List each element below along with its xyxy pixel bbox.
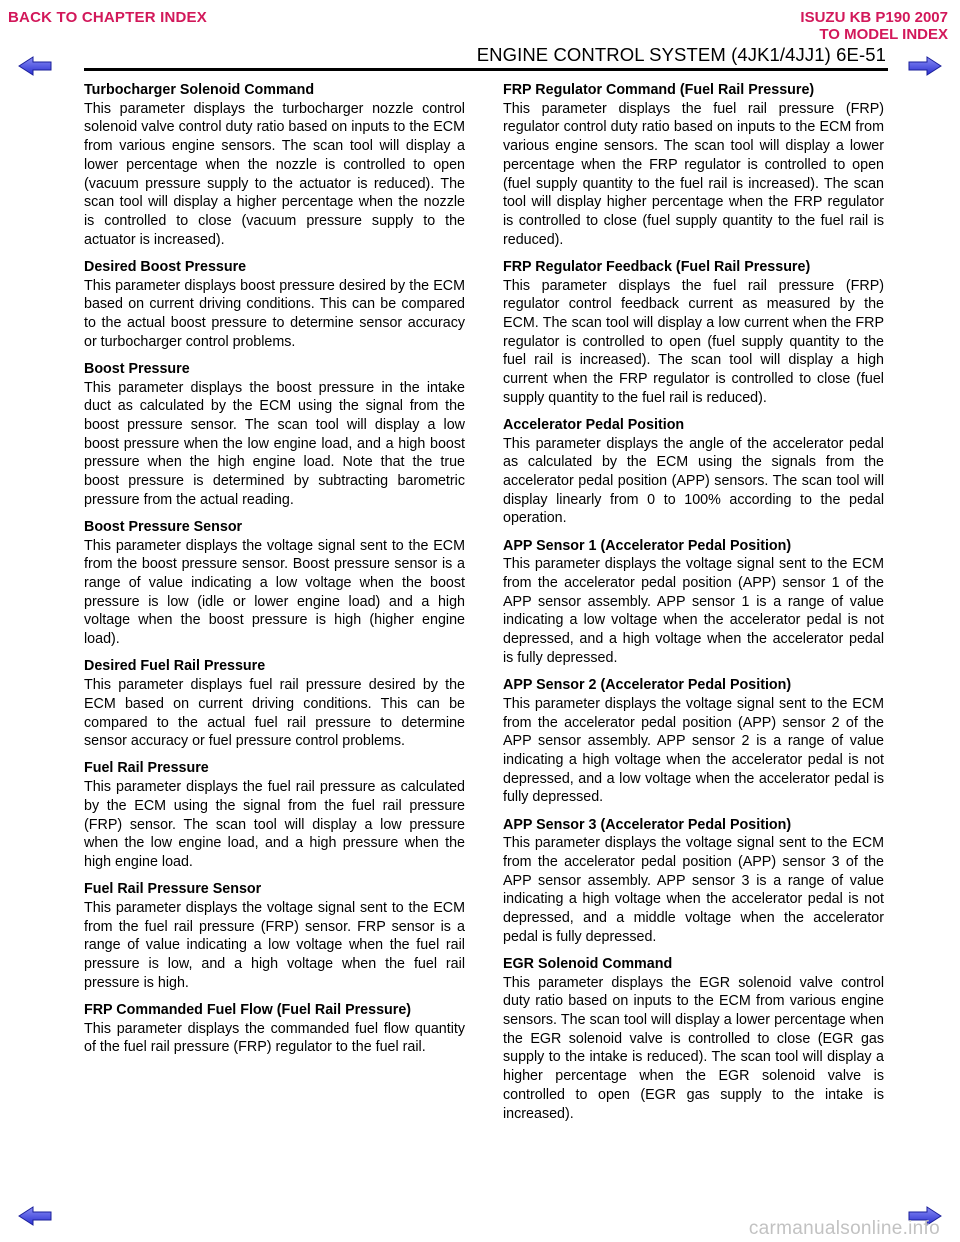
model-name-label: ISUZU KB P190 2007 <box>800 9 948 26</box>
parameter-heading: FRP Regulator Feedback (Fuel Rail Pressure) <box>503 258 811 275</box>
parameter-heading: FRP Commanded Fuel Flow (Fuel Rail Pressure) <box>84 1001 412 1018</box>
parameter-heading: Fuel Rail Pressure Sensor <box>84 881 262 898</box>
parameter-section <box>84 880 465 992</box>
parameter-section <box>503 955 884 1123</box>
previous-page-arrow-icon[interactable] <box>18 55 52 77</box>
parameter-section <box>84 518 465 649</box>
parameter-heading: Fuel Rail Pressure <box>84 760 209 777</box>
parameter-section <box>503 816 884 947</box>
site-watermark: carmanualsonline.info <box>748 1218 940 1239</box>
left-column <box>84 81 465 1065</box>
previous-page-arrow-icon[interactable] <box>18 1205 52 1227</box>
parameter-section <box>84 1001 465 1057</box>
parameter-description: This parameter displays the turbocharger nozzle control solenoid valve control duty ratio based on inputs to the ECM from various engine sensors. The scan tool will display a lower percentage when the nozzle is controlled to open (vacuum pressure supply to the actuator is reduced). The scan tool will display a higher percentage when the nozzle is controlled to close (vacuum pressure supply to the actuator is increased). <box>84 100 465 248</box>
parameter-description: This parameter displays the voltage signal sent to the ECM from the fuel rail pressure (FRP) sensor. FRP sensor is a range of value indicating a low voltage when the fuel rail pressure is low, and a high voltage when the fuel rail pressure is high. <box>84 899 465 991</box>
parameter-heading: Boost Pressure <box>84 360 190 377</box>
back-to-chapter-index-link[interactable]: BACK TO CHAPTER INDEX <box>8 9 207 26</box>
parameter-section <box>84 759 465 871</box>
parameter-section <box>84 258 465 352</box>
parameter-section <box>503 416 884 528</box>
parameter-heading: EGR Solenoid Command <box>503 955 673 972</box>
parameter-heading: FRP Regulator Command (Fuel Rail Pressure) <box>503 82 815 98</box>
parameter-heading: Desired Boost Pressure <box>84 258 247 275</box>
parameter-description: This parameter displays the EGR solenoid valve control duty ratio based on inputs to the ECM from various engine sensors. The scan tool will display a lower percentage when the EGR solenoid valve is controlled to close (EGR gas supply to the intake is reduced). The scan tool will display a higher percentage when the EGR solenoid valve is controlled to open (EGR gas supply to the intake is increased). <box>503 974 884 1122</box>
parameter-description: This parameter displays the fuel rail pressure (FRP) regulator control duty ratio based on inputs to the ECM from various engine sensors. The scan tool will display a lower percentage when the FRP regulator is controlled to open (fuel supply quantity to the fuel rail is increased). The scan tool will display higher percentage when the FRP regulator is controlled to close (fuel supply quantity to the fuel rail is reduced). <box>503 100 884 248</box>
parameter-section <box>503 676 884 807</box>
parameter-heading: APP Sensor 3 (Accelerator Pedal Position) <box>503 816 792 833</box>
parameter-description: This parameter displays the boost pressure in the intake duct as calculated by the ECM using the signal from the boost pressure sensor. The scan tool will display a low boost pressure when the low engine load, and a high boost pressure when the high engine load. Note that the true boost pressure is determined by subtracting barometric pressure from the actual reading. <box>84 379 465 508</box>
parameter-heading: APP Sensor 2 (Accelerator Pedal Position) <box>503 677 792 694</box>
parameter-description: This parameter displays the angle of the accelerator pedal as calculated by the ECM using the signals from the accelerator pedal position (APP) sensors. The scan tool will display linearly from 0 to 100% according to the pedal operation. <box>503 435 884 527</box>
next-page-arrow-icon[interactable] <box>908 55 942 77</box>
parameter-heading: Desired Fuel Rail Pressure <box>84 658 266 675</box>
page-title: ENGINE CONTROL SYSTEM (4JK1/4JJ1) 6E-51 <box>476 44 886 65</box>
parameter-section <box>84 360 465 510</box>
parameter-heading: Turbocharger Solenoid Command <box>84 82 315 98</box>
model-nav <box>800 9 948 43</box>
parameter-description: This parameter displays fuel rail pressure desired by the ECM based on current driving conditions. This can be compared to the actual fuel rail pressure to determine sensor accuracy or fuel pressure control problems. <box>84 677 465 750</box>
parameter-description: This parameter displays the fuel rail pressure (FRP) regulator control feedback current as measured by the ECM. The scan tool will display a low current when the FRP regulator is controlled to open (fuel supply quantity to the fuel rail is increased). The scan tool will display a high current when the FRP regulator is controlled to close (fuel supply quantity to the fuel rail is reduced). <box>503 277 884 406</box>
header-divider <box>84 68 888 71</box>
parameter-description: This parameter displays the voltage signal sent to the ECM from the boost pressure sensor. Boost pressure sensor is a range of value indicating a low voltage when the boost pressure is low (idle or lower engine load) and a high voltage when the boost pressure is high (higher engine load). <box>84 537 465 648</box>
parameter-description: This parameter displays the voltage signal sent to the ECM from the accelerator pedal position (APP) sensor 1 of the APP sensor assembly. APP sensor 1 is a range of value indicating a low voltage when the accelerator pedal is not depressed, and a high voltage when the accelerator pedal is fully depressed. <box>503 556 884 666</box>
right-column <box>503 81 884 1132</box>
parameter-section <box>503 258 884 408</box>
to-model-index-link[interactable]: TO MODEL INDEX <box>819 26 948 43</box>
parameter-section <box>503 537 884 668</box>
parameter-description: This parameter displays the fuel rail pressure as calculated by the ECM using the signal from the fuel rail pressure (FRP) sensor. The scan tool will display a low pressure when the low engine load, and a high pressure when the high engine load. <box>84 779 465 870</box>
parameter-heading: Boost Pressure Sensor <box>84 518 243 535</box>
parameter-section <box>503 81 884 249</box>
parameter-heading: APP Sensor 1 (Accelerator Pedal Position) <box>503 537 792 554</box>
parameter-description: This parameter displays the voltage signal sent to the ECM from the accelerator pedal position (APP) sensor 2 of the APP sensor assembly. APP sensor 2 is a range of value indicating a high voltage when the accelerator pedal is not depressed, and a low voltage when the accelerator pedal is fully depressed. <box>503 695 884 806</box>
parameter-description: This parameter displays boost pressure desired by the ECM based on current driving conditions. This can be compared to the actual boost pressure to determine sensor accuracy or turbocharger control problems. <box>84 277 465 350</box>
parameter-section <box>84 81 465 249</box>
parameter-description: This parameter displays the voltage signal sent to the ECM from the accelerator pedal position (APP) sensor 3 of the APP sensor assembly. APP sensor 3 is a range of value indicating a high voltage when the accelerator pedal is not depressed, and a middle voltage when the accelerator pedal is fully depressed. <box>503 835 884 945</box>
parameter-heading: Accelerator Pedal Position <box>503 416 685 433</box>
parameter-section <box>84 657 465 751</box>
parameter-description: This parameter displays the commanded fuel flow quantity of the fuel rail pressure (FRP) regulator to the fuel rail. <box>84 1020 465 1056</box>
